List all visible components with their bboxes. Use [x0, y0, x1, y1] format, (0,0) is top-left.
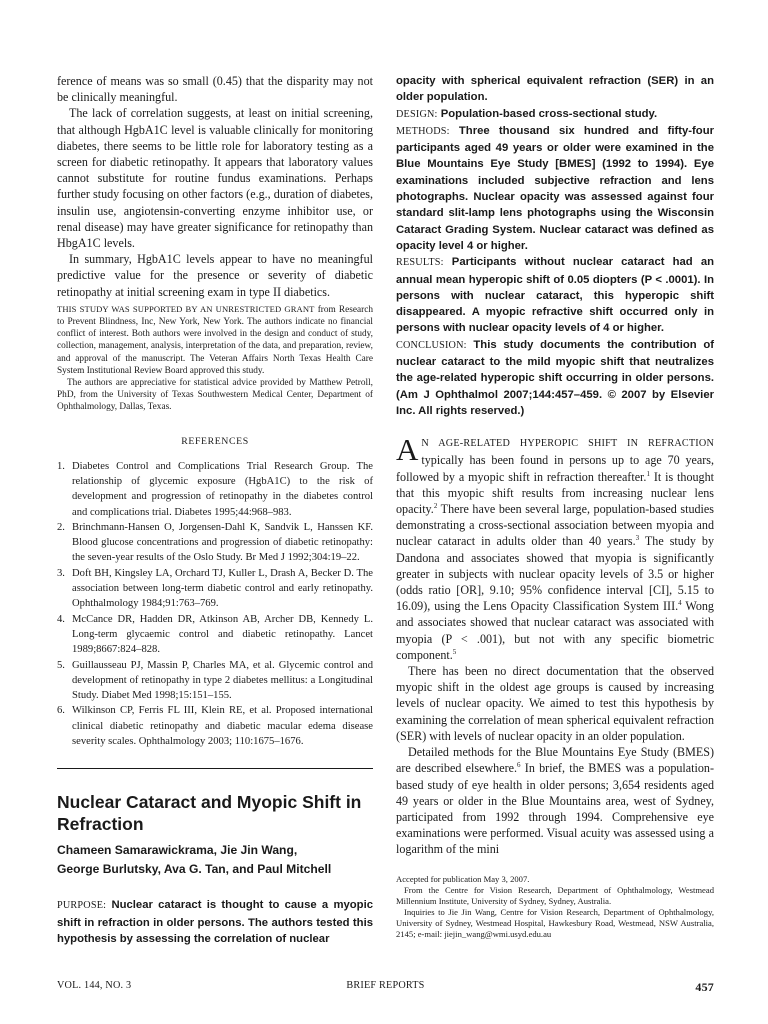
reference-text: Wilkinson CP, Ferris FL III, Klein RE, et al. Proposed international clinical diabetic retinopathy and diabetic macular edema disease severity scales. Ophthalmology 2003; 110:1675–1676. [72, 705, 373, 748]
acknowledgment: The authors are appreciative for statistical advice provided by Matthew Petroll, PhD, from the University of Texas Southwestern Medical Center, Department of Ophthalmology, Dallas, Texas. [57, 378, 373, 413]
reference-text: Brinchmann-Hansen O, Jorgensen-Dahl K, Sandvik L, Hanssen KF. Blood glucose concentrations and progression of diabetic retinopathy: the seven-year results of the Oslo Study. Br Med J 1992;304:19–22. [72, 521, 373, 564]
reference-number: 1. [57, 460, 65, 472]
intro-text: It is thought that this myopic shift results from increasing nuclear lens opacity. [396, 469, 714, 517]
page-footer [57, 980, 714, 996]
reference-number: 6. [57, 705, 65, 717]
abstract-purpose-continued: opacity with spherical equivalent refraction (SER) in an older population. [396, 75, 714, 104]
abstract-text: Nuclear cataract is thought to cause a myopic shift in refraction in older persons. The authors tested this hypothesis by assessing the correlation of nuclear [57, 899, 373, 945]
reference-text: Diabetes Control and Complications Trial Research Group. The relationship of glycemic exposure (HgbA1C) to the risk of development and progression of retinopathy in the diabetes control and complications trial. Diabetes 1995;44:968–983. [72, 460, 373, 518]
footnote-correspondence: Inquiries to Jie Jin Wang, Centre for Vision Research, Department of Ophthalmology, University of Sydney, Westmead Hospital, Hawkesbury Road, Westmead, NSW Australia, 2145; e-mail: jiejin_wang@wmi.usyd.edu.au [396, 906, 714, 939]
page-number: 457 [695, 980, 714, 994]
abstract-text: This study documents the contribution of nuclear cataract to the mild myopic shift that neutralizes the age-related hyperopic shift occurring in older persons. (Am J Ophthalmol 2007;144:457–459. © 2007 by Elsevier Inc. All rights reserved.) [396, 338, 714, 417]
citation-ref: 5 [452, 647, 457, 656]
reference-number: 4. [57, 613, 65, 625]
author-line: Chameen Samarawickrama, Jie Jin Wang, [57, 843, 298, 858]
abstract-label: CONCLUSION: [396, 339, 467, 351]
section-divider [57, 768, 373, 769]
reference-item [57, 566, 373, 612]
citation-ref: 6 [517, 761, 521, 770]
left-column [57, 73, 373, 947]
abstract-label: PURPOSE: [57, 900, 107, 912]
citation-ref: 4 [678, 599, 682, 608]
footnotes [396, 874, 714, 941]
citation-ref: 1 [646, 469, 650, 478]
funding-statement [57, 303, 373, 377]
reference-text: Doft BH, Kingsley LA, Orchard TJ, Kuller L, Drash A, Becker D. The association between long-term diabetic control and early retinopathy. Ophthalmology 1984;91:763–769. [72, 567, 373, 610]
section-name: BRIEF REPORTS [346, 980, 425, 991]
abstract-text: Three thousand six hundred and fifty-four participants aged 49 years or older were examined in the Blue Mountains Eye Study [BMES] (1992 to 1994). Eye examinations included subjective refraction and lens photographs. Nuclear opacity was assessed against four standard slit-lamp lens photographs using the Wisconsin Cataract Grading System. Nuclear cataract was defined as opacity level 4 or higher. [396, 124, 715, 252]
author-list [57, 841, 373, 879]
article-title: Nuclear Cataract and Myopic Shift in Refraction [57, 792, 362, 835]
abstract-label: DESIGN: [396, 108, 438, 120]
author-line: George Burlutsky, Ava G. Tan, and Paul Mitchell [57, 862, 332, 877]
reference-text: Guillausseau PJ, Massin P, Charles MA, et al. Glycemic control and development of retinopathy in type 2 diabetes mellitus: a Longitudinal Study. Diabet Med 1998;15:151–155. [72, 659, 373, 702]
reference-item [57, 612, 373, 658]
intro-text: typically has been found in persons up to age 70 years, followed by a myopic shift in refraction thereafter. [396, 453, 714, 484]
intro-text: Wong and associates showed that nuclear cataract was associated with myopia (P < .001), but not with any specific biometric component. [396, 599, 714, 662]
intro-paragraph [396, 434, 714, 663]
lead-in-caps: N AGE-RELATED HYPEROPIC SHIFT IN REFRACTION [421, 438, 714, 450]
funding-caps: THIS STUDY WAS SUPPORTED BY AN UNRESTRICTED GRANT [57, 303, 315, 314]
abstract-methods [396, 123, 714, 254]
abstract-design [396, 106, 714, 123]
right-column [396, 73, 714, 940]
reference-item [57, 459, 373, 520]
reference-number: 3. [57, 567, 65, 579]
abstract-results [396, 254, 714, 336]
funding-text: from Research to Prevent Blindness, Inc, New York, New York. The authors indicate no financial conflict of interest. Both authors were involved in the design and conduct of study, collection, management, analysis, interpretation of the data, and preparation, review, and approval of the manuscript. The Veteran Affairs North Texas Health Care System Institutional Review Board approved this study. [57, 304, 373, 376]
body-text: In brief, the BMES was a population-based study of eye health in older persons; 3,654 residents aged 49 years or older in the Blue Mountains area, west of Sydney, participated from 1992 through 1994. Comprehensive eye examinations were performed. Visual acuity was assessed using a logarithm of the mini [396, 761, 714, 857]
reference-number: 5. [57, 659, 65, 671]
abstract-label: RESULTS: [396, 257, 444, 269]
reference-item [57, 658, 373, 704]
journal-volume: VOL. 144, NO. 3 [57, 980, 132, 991]
abstract-text: Participants without nuclear cataract had an annual mean hyperopic shift of 0.05 diopters (P < .0001). In persons with nuclear cataract, this hyperopic shift disappeared. A myopic refractive shift occurred only in persons with nuclear opacity levels of 4 or higher. [396, 256, 714, 335]
body-text: Detailed methods for the Blue Mountains Eye Study (BMES) are described elsewhere. [396, 745, 714, 776]
body-paragraph: ference of means was so small (0.45) that the disparity may not be clinically meaningful. [57, 74, 373, 105]
reference-text: McCance DR, Hadden DR, Atkinson AB, Archer DB, Kennedy L. Long-term glycaemic control and diabetic retinopathy. Lancet 1989;8667:824–828. [72, 613, 373, 656]
reference-list [57, 459, 373, 750]
footnote-accepted: Accepted for publication May 3, 2007. [396, 873, 530, 884]
footnote-affiliation: From the Centre for Vision Research, Department of Ophthalmology, Westmead Millennium Institute, University of Sydney, Sydney, Australia. [396, 884, 714, 906]
body-paragraph: The lack of correlation suggests, at least on initial screening, that although HgbA1C level is valuable clinically for monitoring diabetes, there seems to be little role for laboratory testing as a screen for diabetic retinopathy. It appears that laboratory values cannot substitute for routine fundus examinations. Perhaps further study focusing on other factors (e.g., duration of diabetes, insulin use, angiotensin-converting enzyme inhibitor use, or renal disease) may have greater significance for retinopathy than HbgA1C levels. [57, 106, 373, 251]
references-heading: REFERENCES [181, 435, 249, 447]
body-paragraph [396, 744, 714, 857]
intro-text: There have been several large, population-based studies demonstrating a cross-sectional association between myopia and nuclear cataract in adults older than 40 years. [396, 502, 714, 549]
reference-item [57, 703, 373, 749]
body-paragraph: There has been no direct documentation that the observed myopic shift in the oldest age groups is caused by increasing levels of nuclear opacity. We aimed to test this hypothesis by examining the correlation of mean spherical equivalent refraction (SER) with levels of nuclear opacity in an older population. [396, 664, 714, 743]
reference-item [57, 520, 373, 566]
intro-text: The study by Dandona and associates showed that myopia is significantly greater in subjects with nuclear opacity levels of 3.5 or higher (odds ratio [OR], 9.10; 95% confidence interval [CI], 5.15 to 16.09), using the Lens Opacity Classification System III. [396, 534, 714, 614]
reference-number: 2. [57, 521, 65, 533]
abstract-conclusion [396, 337, 714, 419]
abstract-purpose [57, 897, 373, 947]
body-paragraph: In summary, HgbA1C levels appear to have no meaningful predictive value for the presence or severity of diabetic retinopathy at initial screening exam in type II diabetics. [57, 252, 373, 299]
citation-ref: 2 [433, 502, 438, 511]
citation-ref: 3 [635, 534, 640, 543]
abstract-text: Population-based cross-sectional study. [440, 107, 658, 120]
abstract-label: METHODS: [396, 125, 450, 137]
drop-cap: A [396, 432, 419, 468]
